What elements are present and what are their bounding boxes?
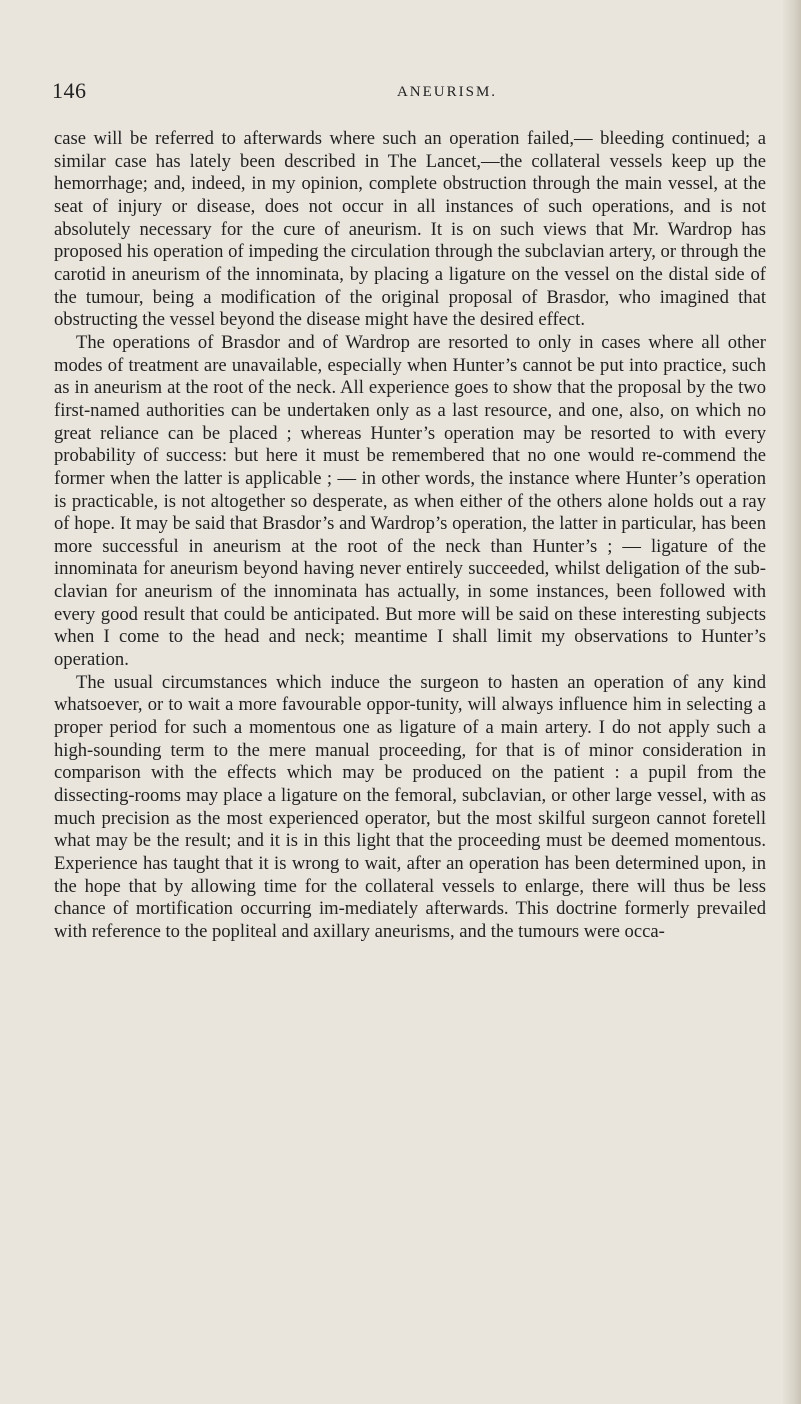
paragraph-2: The operations of Brasdor and of Wardrop are resorted to only in cases where all other modes of treatment are unavailable, especially when Hunter’s cannot be put into practice, such as in aneurism at the root of the neck. All experience goes to show that the proposal by the two first-named authorities can be undertaken only as a last resource, and one, also, on which no great reliance can be placed ; whereas Hunter’s operation may be resorted to with every probability of success: but here it must be remembered that no one would re-commend the former when the latter is applicable ; — in other words, the instance where Hunter’s operation is practicable, is not altogether so desperate, as when either of the others alone holds out a ray of hope. It may be said that Brasdor’s and Wardrop’s operation, the latter in particular, has been more successful in aneurism at the root of the neck than Hunter’s ; — ligature of the innominata for aneurism beyond having never entirely succeeded, whilst deligation of the sub-clavian for aneurism of the innominata has actually, in some instances, been followed with every good result that could be anticipated. But more will be said on these interesting subjects when I come to the head and neck; meantime I shall limit my observations to Hunter’s operation. <box>54 331 766 671</box>
page-header <box>52 78 772 108</box>
paragraph-1: case will be referred to afterwards where such an operation failed,— bleeding continued; a similar case has lately been described in The Lancet,—the collateral vessels keep up the hemorrhage; and, indeed, in my opinion, complete obstruction through the main vessel, at the seat of injury or disease, does not occur in all instances of such operations, and is not absolutely necessary for the cure of aneurism. It is on such views that Mr. Wardrop has proposed his operation of impeding the circulation through the subclavian artery, or through the carotid in aneurism of the innominata, by placing a ligature on the vessel on the distal side of the tumour, being a modification of the original proposal of Brasdor, who imagined that obstructing the vessel beyond the disease might have the desired effect. <box>54 128 766 331</box>
running-head: ANEURISM. <box>396 84 498 100</box>
body-text <box>54 128 766 944</box>
page-number: 146 <box>52 78 87 103</box>
page-edge-shadow <box>783 0 801 1404</box>
paragraph-3: The usual circumstances which induce the surgeon to hasten an operation of any kind whatsoever, or to wait a more favourable oppor-tunity, will always influence him in selecting a proper period for such a momentous one as ligature of a main artery. I do not apply such a high-sounding term to the mere manual proceeding, for that is of minor consideration in comparison with the effects which may be produced on the patient : a pupil from the dissecting-rooms may place a ligature on the femoral, subclavian, or other large vessel, with as much precision as the most experienced operator, but the most skilful surgeon cannot foretell what may be the result; and it is in this light that the proceeding must be deemed momentous. Experience has taught that it is wrong to wait, after an operation has been determined upon, in the hope that by allowing time for the collateral vessels to enlarge, there will thus be less chance of mortification occurring im-mediately afterwards. This doctrine formerly prevailed with reference to the popliteal and axillary aneurisms, and the tumours were occa- <box>54 671 766 942</box>
